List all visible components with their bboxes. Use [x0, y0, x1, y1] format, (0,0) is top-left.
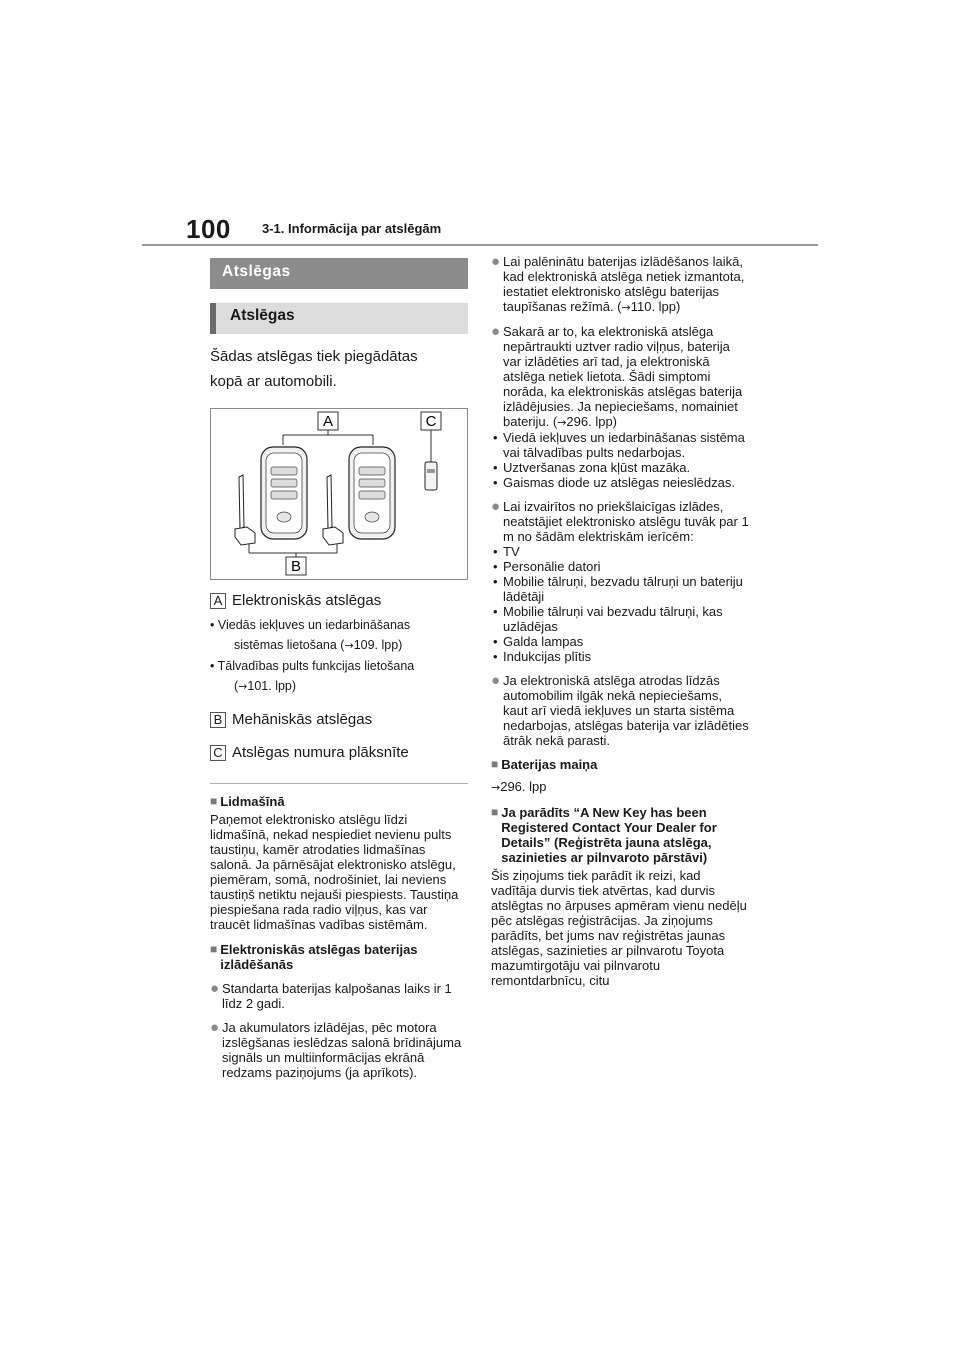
legend-c	[210, 744, 468, 761]
note-airplane-text: Paņemot elektronisko atslēgu līdzi lidmašīnā, nekad nespiediet nevienu pults taustiņu, kamēr atrodaties lidmašīnas salonā. Ja pārnēsājat elektronisko atslēgu, piemēram, somā, nodrošiniet, lai neviens taustiņš netiktu nejauši piespiests. Taustiņa piespiešana rada radio viļņus, kas var traucēt lidmašīnas vadības sistēmām.	[210, 812, 459, 932]
list-item: • Gaismas diode uz atslēgas neieslēdzas.	[493, 475, 735, 490]
keys-illustration	[211, 409, 467, 579]
smart-key-1	[261, 447, 307, 539]
circle-bullet-icon: ●	[210, 980, 220, 997]
square-bullet-icon: ■	[210, 942, 218, 956]
legend-c-letter: C	[210, 745, 226, 761]
legend-a-sublist	[210, 615, 468, 697]
list-item: ● Standarta baterijas kalpošanas laiks ir 1 līdz 2 gadi.	[210, 980, 452, 1011]
arrow-icon: →	[491, 781, 501, 794]
label-b: B	[290, 558, 302, 575]
list-item: ● Ja elektroniskā atslēga atrodas līdzās automobilim ilgāk nekā nepieciešams, kaut arī viedā iekļuves un starta sistēma nedarbojas, atslēgas baterija var izlādēties ātrāk nekā parasti.	[491, 672, 749, 748]
legend-b-letter: B	[210, 712, 226, 728]
arrow-icon: →	[238, 680, 248, 693]
device-list	[491, 544, 749, 664]
subsection-band: Atslēgas	[210, 303, 468, 334]
symptom-list	[491, 430, 749, 490]
note-new-key-text: Šis ziņojums tiek parādīt ik reizi, kad vadītāja durvis tiek atvērtas, kad durvis atslēgtas no ārpuses apmēram vienu nedēļu pēc atslēgas reģistrācijas. Ja ziņojums parādīts, bet jums nav reģistrētas jaunas atslēgas, sazinieties ar pilnvarotu Toyota mazumtirgotāju vai pilnvarotu remontdarbnīcu, citu	[491, 868, 747, 988]
arrow-icon: →	[557, 416, 567, 429]
section-divider	[210, 783, 468, 784]
list-item: ● Lai izvairītos no priekšlaicīgas izlādes, neatstājiet elektronisko atslēgu tuvāk par 1 m no šādām elektriskām ierīcēm:	[491, 498, 749, 544]
list-item: ● Ja akumulators izlādējas, pēc motora izslēgšanas ieslēdzas salonā brīdinājuma signāls un multiinformācijas ekrānā redzams paziņojums (ja aprīkots).	[210, 1019, 462, 1080]
mechanical-key-2	[323, 475, 343, 545]
section-title: 3-1. Informācija par atslēgām	[262, 221, 442, 236]
list-item: • Viedās iekļuves un iedarbināšanas sistēmas lietošana (→109. lpp)	[210, 618, 411, 652]
list-item: • Tālvadības pults funkcijas lietošana (→101. lpp)	[210, 659, 415, 693]
circle-bullet-icon: ●	[491, 672, 501, 689]
list-item: • TV	[493, 544, 520, 559]
list-item: • Indukcijas plītis	[493, 649, 592, 664]
legend-b-text: Mehāniskās atslēgas	[232, 711, 373, 728]
page-number: 100	[186, 214, 231, 244]
list-item: • Mobilie tālruņi, bezvadu tālruņi un bateriju lādētāji	[493, 574, 743, 604]
square-bullet-icon: ■	[491, 805, 499, 819]
list-item: • Mobilie tālruņi vai bezvadu tālruņi, kas uzlādējas	[493, 604, 723, 634]
circle-bullet-icon: ●	[491, 498, 501, 515]
circle-bullet-icon: ●	[491, 323, 501, 340]
chapter-band: Atslēgas	[210, 258, 468, 289]
list-item: • Personālie datori	[493, 559, 601, 574]
circle-bullet-icon: ●	[491, 253, 501, 270]
right-column	[491, 254, 749, 988]
header-rule	[142, 244, 818, 246]
legend-a	[210, 592, 468, 609]
list-item: ● Sakarā ar to, ka elektroniskā atslēga nepārtraukti uztver radio viļņus, baterija var izlādēties arī tad, ja elektroniskā atslēga netiek lietota. Šādi simptomi norāda, ka elektroniskās atslēgas baterija izlādējusies. Ja nepieciešams, nomainiet bateriju. (→296. lpp)	[491, 323, 743, 429]
legend-a-text: Elektroniskās atslēgas	[232, 592, 382, 609]
note-heading-new-key: ■ Ja parādīts “A New Key has been Registered Contact Your Dealer for Details” (Reģistrēta jauna atslēga, sazinieties ar pilnvaroto pārstāvi)	[491, 805, 717, 865]
arrow-icon: →	[621, 301, 631, 314]
square-bullet-icon: ■	[491, 757, 499, 771]
note-heading-battery-change: ■ Baterijas maiņa	[491, 757, 598, 772]
keys-figure	[210, 408, 468, 580]
label-c: C	[425, 413, 437, 430]
label-a: A	[322, 413, 334, 430]
legend-a-letter: A	[210, 593, 226, 609]
legend-c-text: Atslēgas numura plāksnīte	[232, 744, 409, 761]
left-column	[210, 258, 468, 1080]
legend-b	[210, 711, 468, 728]
note-heading-battery-drain: ■ Elektroniskās atslēgas baterijas izlādēšanās	[210, 942, 418, 972]
circle-bullet-icon: ●	[210, 1019, 220, 1036]
list-item: ● Lai palēninātu baterijas izlādēšanos laikā, kad elektroniskā atslēga netiek izmantota, iestatiet elektronisko atslēgu baterijas taupīšanas režīmā. (→110. lpp)	[491, 253, 745, 314]
note-heading-airplane: ■ Lidmašīnā	[210, 794, 285, 809]
list-item: • Viedā iekļuves un iedarbināšanas sistēma vai tālvadības pults nedarbojas.	[493, 430, 745, 460]
mechanical-key-1	[235, 475, 255, 545]
intro-line-2: kopā ar automobili.	[210, 373, 337, 390]
list-item: • Galda lampas	[493, 634, 584, 649]
battery-change-ref: →296. lpp	[491, 779, 547, 794]
intro-line-1: Šādas atslēgas tiek piegādātas	[210, 348, 418, 365]
list-item: • Uztveršanas zona kļūst mazāka.	[493, 460, 691, 475]
arrow-icon: →	[344, 639, 354, 652]
intro-text	[210, 344, 468, 394]
smart-key-2	[349, 447, 395, 539]
square-bullet-icon: ■	[210, 794, 218, 808]
key-number-plate	[425, 462, 437, 490]
